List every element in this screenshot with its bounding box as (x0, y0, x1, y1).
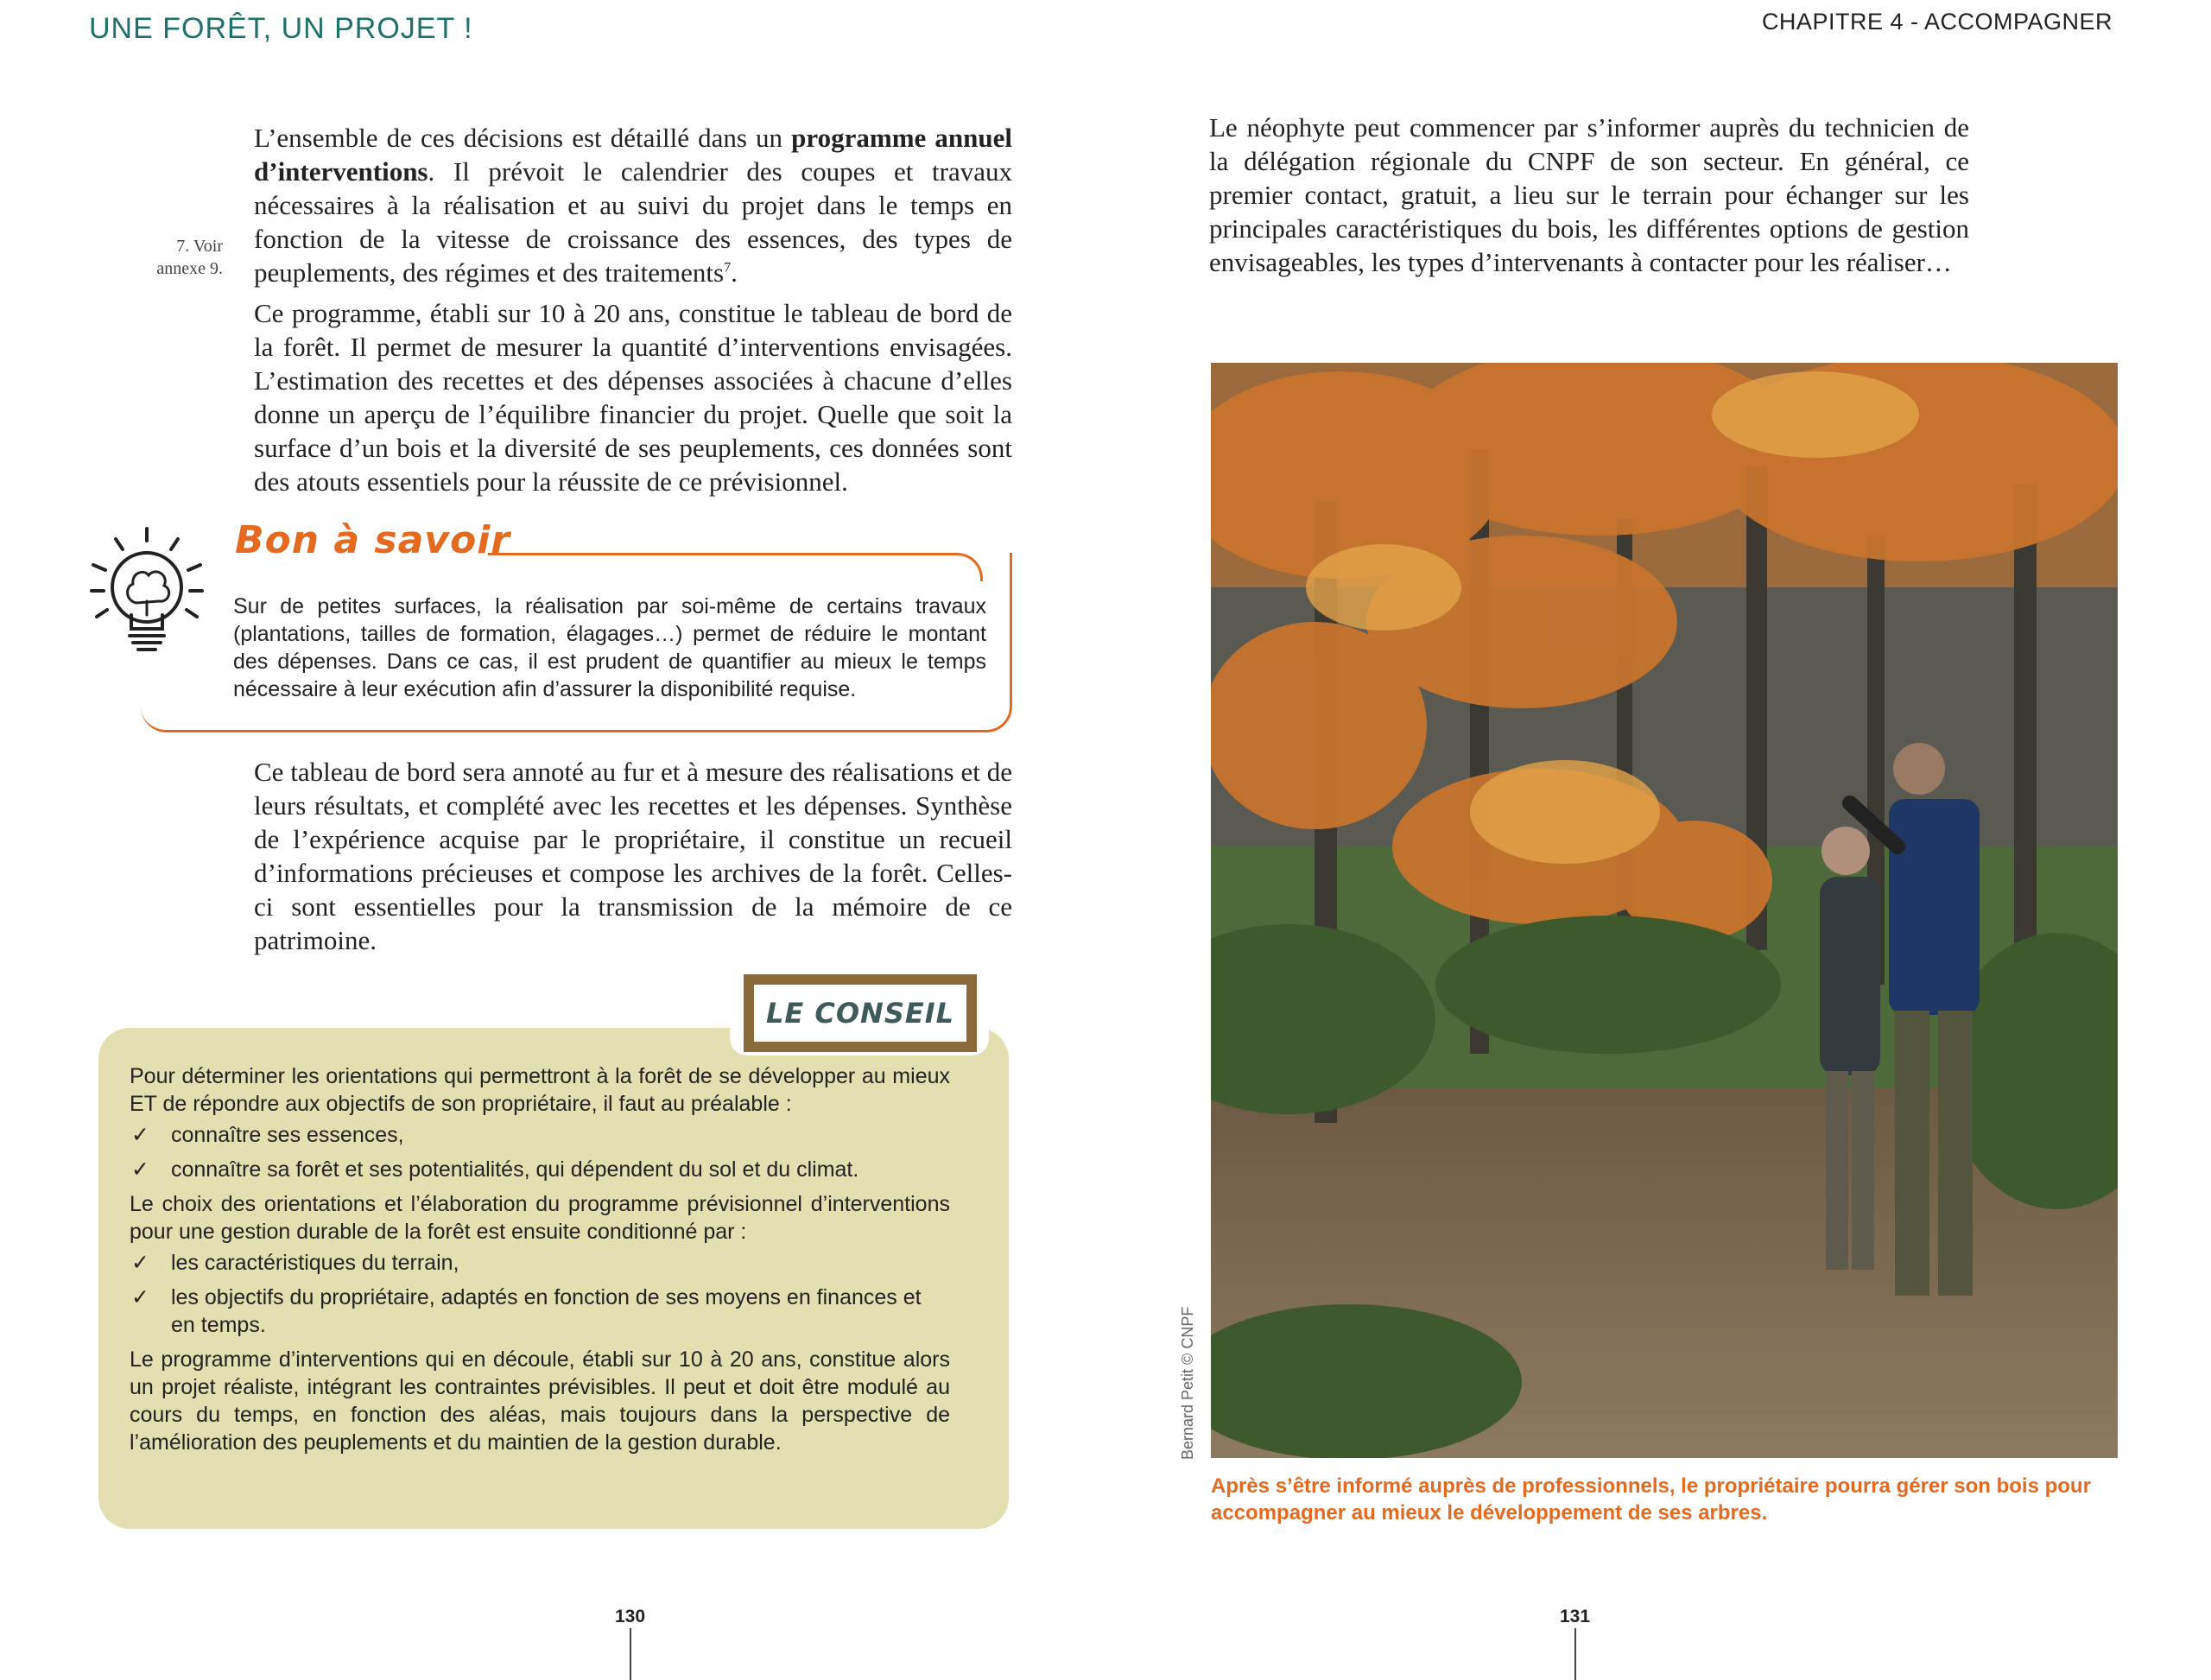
list-item: ✓ les caractéristiques du terrain, (131, 1251, 459, 1275)
paragraph-tableau-de-bord: Ce programme, établi sur 10 à 20 ans, constitue le tableau de bord de la forêt. Il permet de mesurer la quantité d’interventions envisagées. L’estimation des recettes et des dépenses associées à chacune d’elles donne un aperçu de l’équilibre financier du projet. Quelle que soit la surface d’un bois et la diversité de ses peuplements, ces données sont des atouts essentiels pour la réussite de ce prévisionnel. (254, 298, 1012, 497)
conseil-intro: Pour déterminer les orientations qui permettront à la forêt de se développer au mieux ET de répondre aux objectifs de son propriétaire, il faut au préalable : (130, 1064, 950, 1116)
paragraph-neophyte: Le néophyte peut commencer par s’informer auprès du technicien de la délégation régionale du CNPF de son secteur. En général, ce premier contact, gratuit, a lieu sur le terrain pour échanger sur les principales caractéristiques du bois, les différentes options de gestion envisageables, les types d’intervenants à contacter pour les réaliser… (1209, 112, 1969, 277)
running-header-right: CHAPITRE 4 - ACCOMPAGNER (1761, 9, 2113, 35)
conseil-title: LE CONSEIL (744, 974, 977, 1052)
check-icon: ✓ (131, 1157, 149, 1182)
page-number-rule-left (630, 1628, 631, 1680)
conseil-outro: Le programme d’interventions qui en découle, établi sur 10 à 20 ans, constitue alors un projet réaliste, intégrant les contraintes prévisibles. Il peut et doit être modulé au cours du temps, en fonction des aléas, mais toujours dans la perspective de l’amélioration des peuplements et du maintien de la gestion durable. (130, 1347, 950, 1455)
left-body-text (254, 121, 1012, 505)
photo-caption: Après s’être informé auprès de professionnels, le propriétaire pourra gérer son bois pour accompagner au mieux le développement de ses arbres. (1211, 1474, 2091, 1525)
bon-a-savoir-title: Bon à savoir (235, 518, 510, 562)
margin-note: 7. Voir annexe 9. (156, 237, 223, 278)
list-item: ✓ connaître ses essences, (131, 1123, 404, 1147)
paragraph-annotation (254, 755, 1012, 964)
page-number-left: 130 (615, 1607, 646, 1626)
forest-photo (1211, 363, 2118, 1458)
page-number-rule-right (1574, 1628, 1576, 1680)
paragraph-archives: Ce tableau de bord sera annoté au fur et à mesure des réalisations et de leurs résultats, et complété avec les recettes et les dépenses. Synthèse de l’expérience acquise par le propriétaire, il constitue un recueil d’informations précieuses et compose les archives de la forêt. Celles-ci sont essentielles pour la transmission de la mémoire de ce patrimoine. (254, 757, 1012, 955)
conseil-middle: Le choix des orientations et l’élaboration du programme prévisionnel d’interventions pour une gestion durable de la forêt est ensuite conditionné par : (130, 1192, 950, 1244)
right-body-text (1209, 111, 1969, 286)
conseil-list-conditions (130, 1249, 950, 1339)
conseil-list-prealable (130, 1121, 950, 1183)
photo-credit: Bernard Petit © CNPF (1179, 1306, 1196, 1460)
running-header-left: UNE FORÊT, UN PROJET ! (89, 12, 473, 45)
check-icon: ✓ (131, 1123, 149, 1147)
bon-a-savoir-text: Sur de petites surfaces, la réalisation par soi-même de certains travaux (plantations, tailles de formation, élagages…) permet de réduire le montant des dépenses. Dans ce cas, il est prudent de quantifier au mieux le temps nécessaire à leur exécution afin d’assurer la disponibilité requise. (233, 594, 986, 701)
check-icon: ✓ (131, 1285, 149, 1309)
list-item: ✓ connaître sa forêt et ses potentialités, qui dépendent du sol et du climat. (131, 1157, 859, 1182)
list-item: ✓ les objectifs du propriétaire, adaptés en fonction de ses moyens en finances et en temps. (131, 1285, 922, 1337)
page-number-right: 131 (1560, 1607, 1591, 1626)
conseil-text (130, 1062, 950, 1460)
paragraph-programme: L’ensemble de ces décisions est détaillé dans un programme annuel d’interventions. Il prévoit le calendrier des coupes et travaux nécessaires à la réalisation et au suivi du projet dans le temps en fonction de la vitesse de croissance des essences, des types de peuplements, des régimes et des traitements$^7$. (254, 123, 1012, 288)
check-icon: ✓ (131, 1251, 149, 1275)
